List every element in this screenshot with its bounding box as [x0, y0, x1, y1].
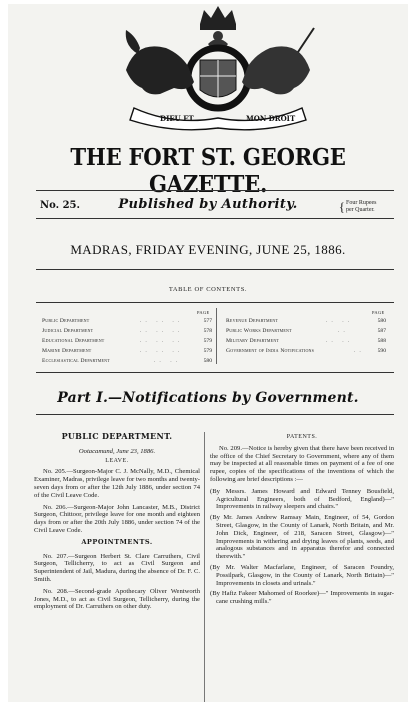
section-heading-public: PUBLIC DEPARTMENT. [61, 431, 173, 441]
masthead-rule-top [36, 190, 394, 191]
notification-paragraph: No. 205.—Surgeon-Major C. J. McNally, M.D., Chemical Examiner, Madras, privilege leave for two months and twenty-seven days from or after the 12th July 1886, under section 74 of the Civil Leave Code. [34, 468, 200, 499]
toc-item-label: Public Department [42, 318, 90, 324]
issue-date: MADRAS, FRIDAY EVENING, JUNE 25, 1886. [70, 242, 346, 257]
public-department-column [34, 432, 200, 615]
patent-entry: (By Mr. Walter Macfarlane, Engineer, of Saracen Foundry, Possilpark, Glasgow, in the County of Lanark, North Britain)—" Improvements in closets and urinals." [210, 563, 394, 587]
toc-item-page: 587 [377, 328, 386, 334]
patent-entry: (By Mr. James Andrew Ramsay Main, Engineer, of 54, Gordon Street, Glasgow, in the County of Lanark, North Britain, and Mr. John Dick, Engineer, of 218, Saracen Street, Glasgow)—" Improvements in withering and drying leaves of plants, seeds, and analogous substances and in apparatus therefor and connected therewith." [210, 514, 394, 561]
motto-right: MON DROIT [246, 114, 296, 123]
notification-paragraph: No. 207.—Surgeon Herbert St. Clare Carruthers, Civil Surgeon, Tellicherry, to act as Civil Surgeon and Superintendent of Jail, Madura, during the absence of Dr. F. C. Smith. [34, 552, 200, 583]
toc-page-header-right: PAGE [372, 310, 385, 315]
part-heading: Part I.—Notifications by Government. [57, 390, 359, 406]
gazette-page: DIEU ET MON DROIT THE FORT ST. GEORGE GAZETTE. No. 25. Published by Authority. { Four Rupees per Quarter. MADRAS, FRIDAY EVENING, JUNE 25, 1886. TABLE OF CONTENTS. PAGE Public Department .. .. .. 577 Judicial Department .. .. .. 578 Educational Department .. .. .. 579 Marine Department .. .. .. 579 Ecclesiastical Department .. .. 580 PAGE Revenue Department .. .. 580 Public Works Department .. 587 Military Department .. .. 588 Government of India Notifications .. 590 Part I.—Notifications by Government. PUBLIC DEPARTMENT. Ootacamund, June 23, 1886. LEAVE. No. 205.—Surgeon-Major C. J. McNally, M.D., Chemical Examiner, Madras, privilege leave for two months and twenty-seven days from or after the 12th July 1886, under section 74 of the Civil Leave Code. No. 206.—Surgeon-Major John Lancaster, M.B., District Surgeon, Chittoor, privilege leave for one month and eighteen days from or after the 20th July 1886, under section 74 of the Civil Leave Code. APPOINTMENTS. No. 207.—Surgeon Herbert St. Clare Carruthers, Civil Surgeon, Tellicherry, to act as Civil Surgeon and Superintendent of Jail, Madura, during the absence of Dr. F. C. Smith. No. 208.—Second-grade Apothecary Oliver Wentworth Jones, M.D., to act as Civil Surgeon, Tellicherry, during the employment of Dr. Carruthers on other duty. PATENTS. No. 209.—Notice is hereby given that there have been received in the office of the Chief Secretary to Government, where any of them may be inspected at all reasonable times on payment of a fee of one rupee, copies of the specifications of the inventions of which the following are brief descriptions :— (By Messrs. James Howard and Edward Tenney Bousfield, Agricultural Engineers, both of Bedford, England)—" Improvements in railway sleepers and chairs." (By Mr. James Andrew Ramsay Main, Engineer, of 54, Gordon Street, Glasgow, in the County of Lanark, North Britain, and Mr. John Dick, Engineer, of 218, Saracen Street, Glasgow)—" Improvements in withering and drying leaves of plants, seeds, and analogous substances and in apparatus therefor and connected therewith." (By Mr. Walter Macfarlane, Engineer, of Saracen Foundry, Possilpark, Glasgow, in the County of Lanark, North Britain)—" Improvements in closets and urinals." (By Hafiz Fakeer Mahomed of Roorkee)—" Improvements in sugar-cane crushing mills." [8, 4, 408, 702]
gazette-masthead: THE FORT ST. GEORGE GAZETTE. [70, 144, 346, 198]
toc-item-label: Judicial Department [42, 328, 94, 334]
notification-paragraph: No. 208.—Second-grade Apothecary Oliver Wentworth Jones, M.D., to act as Civil Surgeon, Tellicherry, during the employment of Dr. Carruthers on other duty. [34, 587, 200, 611]
toc-item-page: 579 [203, 348, 212, 354]
patent-entry: (By Hafiz Fakeer Mahomed of Roorkee)—" Improvements in sugar-cane crushing mills." [210, 590, 394, 606]
toc-item-page: 579 [203, 338, 212, 344]
published-by-authority: Published by Authority. [118, 197, 298, 212]
toc-item-page: 578 [203, 328, 212, 334]
column-divider [204, 432, 205, 702]
toc-rule-top [36, 302, 394, 303]
appointments-heading: APPOINTMENTS. [81, 537, 153, 546]
toc-rule-bottom [36, 372, 394, 373]
price-line-2: per Quarter. [346, 207, 375, 213]
part-rule [36, 414, 394, 415]
masthead-rule-bottom [36, 218, 394, 219]
patents-column [210, 432, 394, 609]
toc-item-label: Educational Department [42, 338, 105, 344]
royal-coat-of-arms-icon [108, 4, 328, 132]
toc-item-label: Public Works Department [226, 328, 292, 334]
toc-title: TABLE OF CONTENTS. [168, 286, 248, 293]
toc-item-label: Military Department [226, 338, 280, 344]
toc-item-page: 580 [203, 358, 212, 364]
price-note [346, 200, 392, 214]
toc-item-page: 590 [377, 348, 386, 354]
toc-item-page: 580 [377, 318, 386, 324]
leave-heading: LEAVE. [105, 457, 129, 464]
toc-item-label: Revenue Department [226, 318, 279, 324]
price-line-1: Four Rupees [346, 200, 377, 206]
date-rule [36, 269, 394, 270]
section-heading-patents: PATENTS. [286, 434, 318, 440]
issue-number: No. 25. [40, 200, 80, 211]
motto-left: DIEU ET [160, 114, 194, 123]
patents-intro: No. 209.—Notice is hereby given that there have been received in the office of the Chief Secretary to Government, where any of them may be inspected at all reasonable times on payment of a fee of one rupee, copies of the specifications of the inventions of which the following are brief descriptions :— [210, 444, 394, 483]
toc-item-label: Marine Department [42, 348, 92, 354]
toc-item-page: 577 [203, 318, 212, 324]
toc-item-page: 588 [377, 338, 386, 344]
toc-item-label: Ecclesiastical Department [42, 358, 110, 364]
toc-item-label: Government of India Notifications [226, 348, 315, 354]
toc-page-header-left: PAGE [197, 310, 210, 315]
toc-divider [216, 308, 217, 364]
patent-entry: (By Messrs. James Howard and Edward Tenney Bousfield, Agricultural Engineers, both of Bedford, England)—" Improvements in railway sleepers and chairs." [210, 487, 394, 511]
notification-paragraph: No. 206.—Surgeon-Major John Lancaster, M.B., District Surgeon, Chittoor, privilege leave for one month and eighteen days from or after the 20th July 1886, under section 74 of the Civil Leave Code. [34, 503, 200, 534]
price-bracket: { [338, 199, 345, 214]
section-dateline: Ootacamund, June 23, 1886. [78, 447, 156, 455]
